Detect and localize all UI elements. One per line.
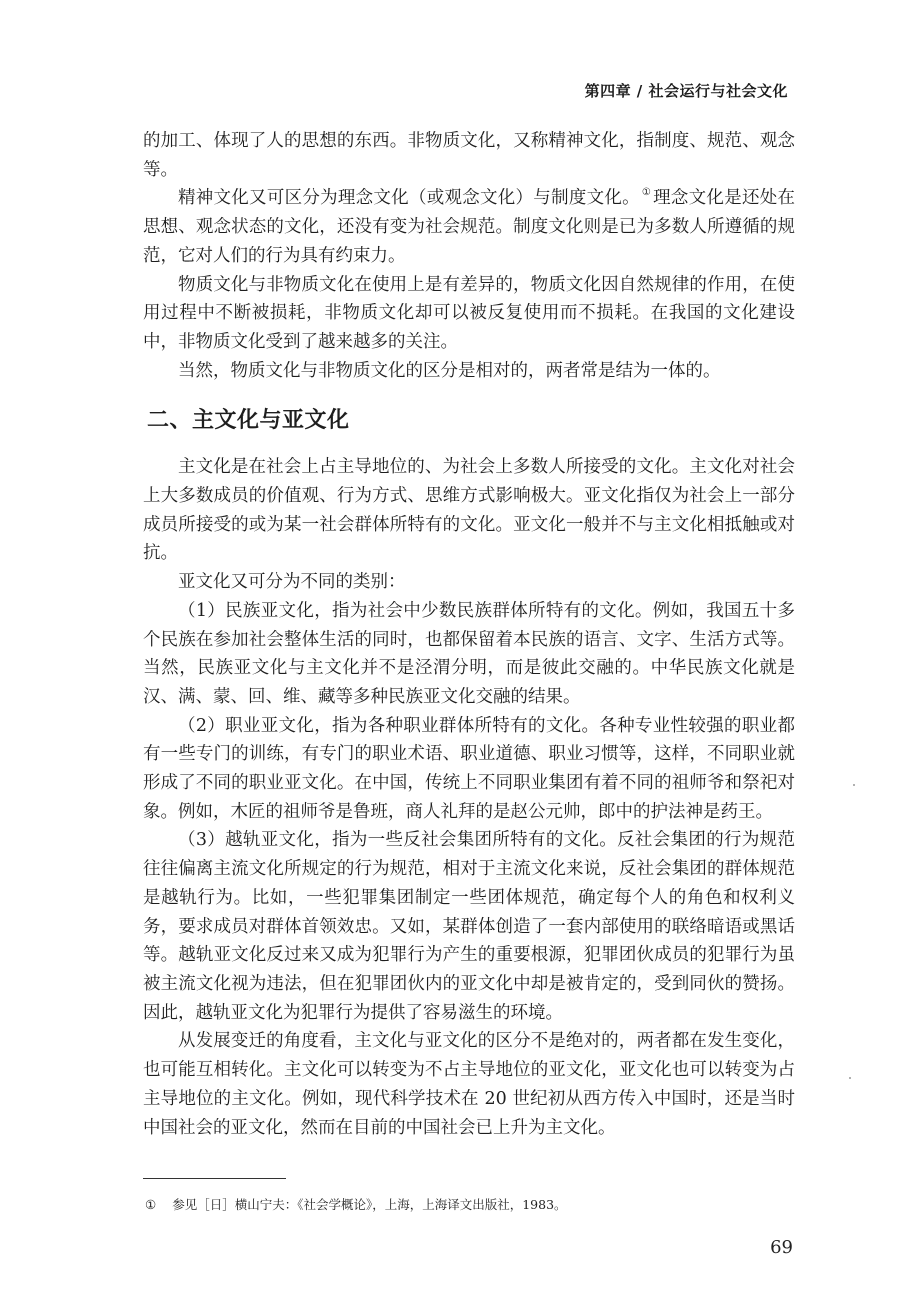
scan-speck <box>853 784 855 786</box>
footnote <box>145 1196 567 1214</box>
paragraph: （1）民族亚文化，指为社会中少数民族群体所特有的文化。例如，我国五十多个民族在参加社会整体生活的同时，也都保留着本民族的语言、文字、生活方式等。当然，民族亚文化与主文化并不是泾渭分明，而是彼此交融的。中华民族文化就是汉、满、蒙、回、维、藏等多种民族亚文化交融的结果。 <box>143 600 795 707</box>
paragraph: （2）职业亚文化，指为各种职业群体所特有的文化。各种专业性较强的职业都有一些专门的训练，有专门的职业术语、职业道德、职业习惯等，这样，不同职业就形成了不同的职业亚文化。在中国，传统上不同职业集团有着不同的祖师爷和祭祀对象。例如，木匠的祖师爷是鲁班，商人礼拜的是赵公元帅，郎中的护法神是药王。 <box>143 715 795 822</box>
paragraph: 的加工、体现了人的思想的东西。非物质文化，又称精神文化，指制度、规范、观念等。 <box>143 131 795 180</box>
footnote-text: 参见［日］横山宁夫：《社会学概论》，上海，上海译文出版社，1983。 <box>172 1197 567 1212</box>
scan-speck <box>849 1077 851 1079</box>
paragraph-text: 精神文化又可区分为理念文化（或观念文化）与制度文化。 <box>178 188 640 209</box>
body-text <box>143 127 795 1142</box>
paragraph <box>143 184 795 270</box>
paragraph: 从发展变迁的角度看，主文化与亚文化的区分不是绝对的，两者都在发生变化，也可能互相转化。主文化可以转变为不占主导地位的亚文化，亚文化也可以转变为占主导地位的主文化。例如，现代科学技术在 20 世纪初从西方传入中国时，还是当时中国社会的亚文化，然而在目前的中国社会已上升为主文化。 <box>143 1031 795 1138</box>
running-header: 第四章 / 社会运行与社会文化 <box>584 82 788 100</box>
paragraph: 物质文化与非物质文化在使用上是有差异的，物质文化因自然规律的作用，在使用过程中不断被损耗，非物质文化却可以被反复使用而不损耗。在我国的文化建设中，非物质文化受到了越来越多的关注。 <box>143 274 795 352</box>
paragraph: 主文化是在社会上占主导地位的、为社会上多数人所接受的文化。主文化对社会上大多数成员的价值观、行为方式、思维方式影响极大。亚文化指仅为社会上一部分成员所接受的或为某一社会群体所特有的文化。亚文化一般并不与主文化相抵触或对抗。 <box>143 457 795 564</box>
page-number: 69 <box>770 1237 793 1258</box>
paragraph: 亚文化又可分为不同的类别： <box>178 572 406 593</box>
footnote-divider <box>143 1178 286 1179</box>
paragraph: （3）越轨亚文化，指为一些反社会集团所特有的文化。反社会集团的行为规范往往偏离主流文化所规定的行为规范，相对于主流文化来说，反社会集团的群体规范是越轨行为。比如，一些犯罪集团制定一些团体规范，确定每个人的角色和权利义务，要求成员对群体首领效忠。又如，某群体创造了一套内部使用的联络暗语或黑话等。越轨亚文化反过来又成为犯罪行为产生的重要根源，犯罪团伙成员的犯罪行为虽被主流文化视为违法，但在犯罪团伙内的亚文化中却是被肯定的，受到同伙的赞扬。因此，越轨亚文化为犯罪行为提供了容易滋生的环境。 <box>143 830 795 1023</box>
paragraph-text: 理念文化是还处在思想、观念状态的文化，还没有变为社会规范。制度文化则是已为多数人所遵循的规范，它对人们的行为具有约束力。 <box>143 188 795 266</box>
footnote-ref[interactable]: ① <box>641 187 652 199</box>
paragraph: 当然，物质文化与非物质文化的区分是相对的，两者常是结为一体的。 <box>178 360 721 381</box>
section-heading: 二、主文化与亚文化 <box>147 408 350 434</box>
footnote-mark: ① <box>145 1197 157 1212</box>
